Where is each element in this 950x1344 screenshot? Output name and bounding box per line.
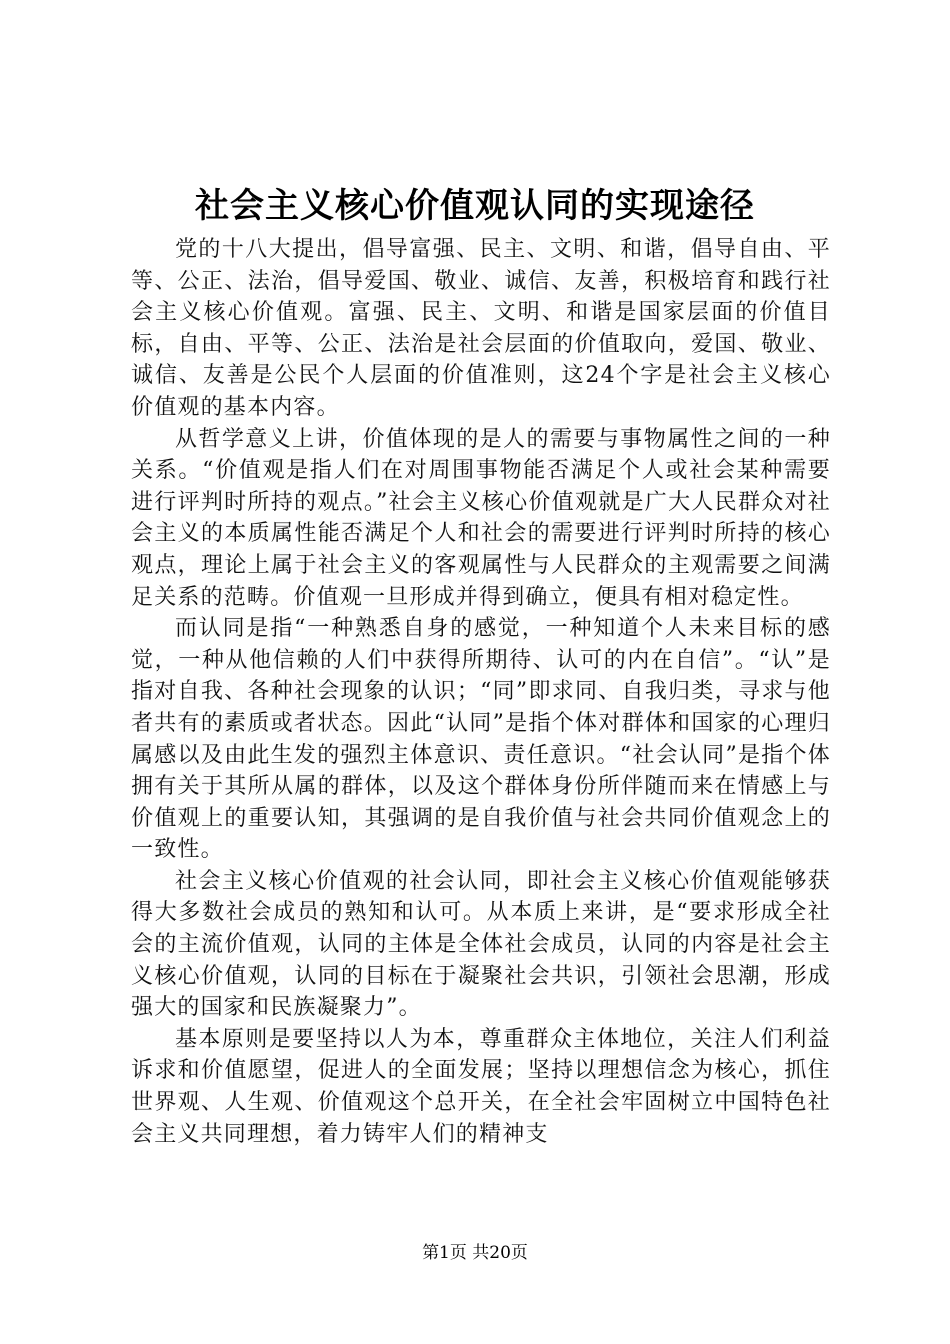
paragraph: 基本原则是要坚持以人为本，尊重群众主体地位，关注人们利益诉求和价值愿望，促进人的全面发展；坚持以理想信念为核心，抓住世界观、人生观、价值观这个总开关，在全社会牢固树立中国特色社会主义共同理想，着力铸牢人们的精神支 [131, 1026, 831, 1147]
document-title: 社会主义核心价值观认同的实现途径 [195, 186, 755, 226]
paragraph: 而认同是指“一种熟悉自身的感觉，一种知道个人未来目标的感觉，一种从他信赖的人们中获得所期待、认可的内在自信”。“认”是指对自我、各种社会现象的认识；“同”即求同、自我归类，寻求与他者共有的素质或者状态。因此“认同”是指个体对群体和国家的心理归属感以及由此生发的强烈主体意识、责任意识。“社会认同”是指个体拥有关于其所从属的群体，以及这个群体身份所伴随而来在情感上与价值观上的重要认知，其强调的是自我价值与社会共同价值观念上的一致性。 [131, 616, 831, 863]
paragraph: 从哲学意义上讲，价值体现的是人的需要与事物属性之间的一种关系。“价值观是指人们在对周围事物能否满足个人或社会某种需要进行评判时所持的观点。”社会主义核心价值观就是广大人民群众对社会主义的本质属性能否满足个人和社会的需要进行评判时所持的核心观点，理论上属于社会主义的客观属性与人民群众的主观需要之间满足关系的范畴。价值观一旦形成并得到确立，便具有相对稳定性。 [131, 426, 831, 610]
paragraph: 社会主义核心价值观的社会认同，即社会主义核心价值观能够获得大多数社会成员的熟知和认可。从本质上来讲，是“要求形成全社会的主流价值观，认同的主体是全体社会成员，认同的内容是社会主义核心价值观，认同的目标在于凝聚社会共识，引领社会思潮，形成强大的国家和民族凝聚力”。 [131, 868, 831, 1021]
page-number-footer: 第1页 共20页 [422, 1243, 528, 1263]
paragraph: 党的十八大提出，倡导富强、民主、文明、和谐，倡导自由、平等、公正、法治，倡导爱国、敬业、诚信、友善，积极培育和践行社会主义核心价值观。富强、民主、文明、和谐是国家层面的价值目标，自由、平等、公正、法治是社会层面的价值取向，爱国、敬业、诚信、友善是公民个人层面的价值准则，这24个字是社会主义核心价值观的基本内容。 [131, 237, 831, 420]
document-body [131, 234, 831, 1150]
